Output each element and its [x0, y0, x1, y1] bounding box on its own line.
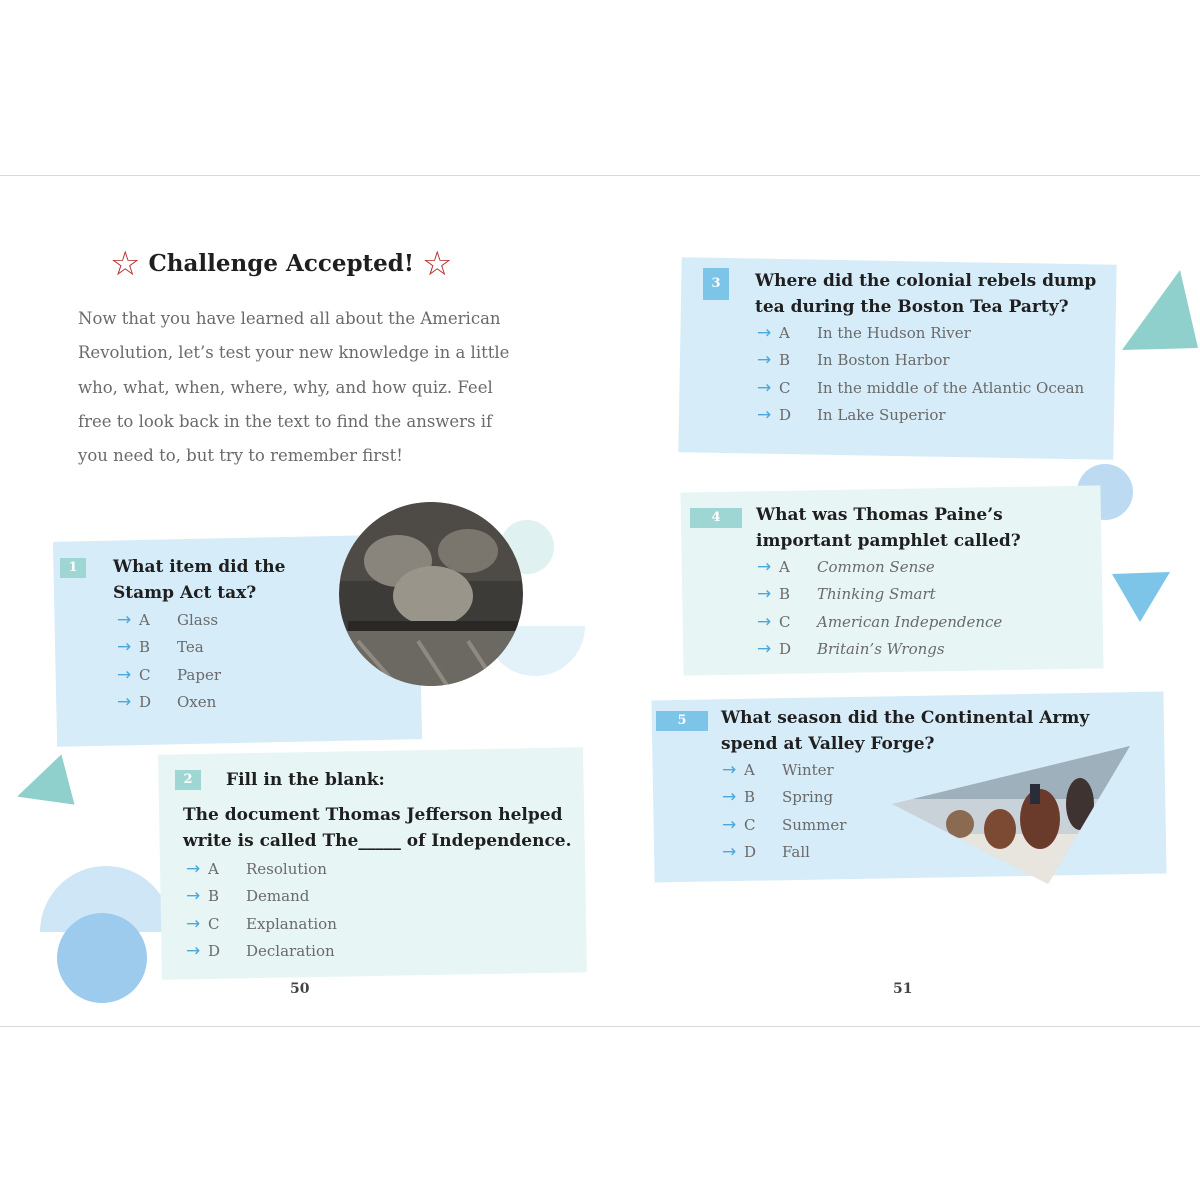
question-1-text: What item did the Stamp Act tax?	[113, 557, 286, 603]
arrow-right-icon: →	[757, 350, 772, 371]
question-4-number: 4	[690, 508, 742, 528]
option-b[interactable]: → B Spring	[722, 784, 846, 811]
arrow-right-icon: →	[186, 913, 201, 934]
option-c[interactable]: → C Summer	[722, 812, 846, 839]
option-b[interactable]: → B Tea	[117, 634, 221, 661]
question-2-options	[186, 856, 337, 965]
arrow-right-icon: →	[117, 664, 132, 685]
tea-party-engraving-image	[338, 501, 524, 687]
star-outline-icon: ☆	[422, 244, 453, 284]
option-d[interactable]: → D Oxen	[117, 689, 221, 716]
book-spread	[0, 175, 1200, 1027]
question-2-number: 2	[175, 770, 201, 790]
title-text: Challenge Accepted!	[148, 250, 414, 277]
question-4-text: What was Thomas Paine’s important pamphlet called?	[756, 505, 1021, 551]
question-5-number: 5	[656, 711, 708, 731]
question-3-options	[757, 320, 1084, 429]
arrow-right-icon: →	[757, 377, 772, 398]
option-c[interactable]: → C Explanation	[186, 911, 337, 938]
option-d[interactable]: → D Britain’s Wrongs	[757, 636, 1002, 663]
option-c[interactable]: → C American Independence	[757, 609, 1002, 636]
question-5-options	[722, 757, 846, 866]
option-c[interactable]: → C In the middle of the Atlantic Ocean	[757, 375, 1084, 402]
question-2-lead: Fill in the blank:	[226, 770, 385, 790]
arrow-right-icon: →	[722, 841, 737, 862]
option-b[interactable]: → B In Boston Harbor	[757, 347, 1084, 374]
question-1-number: 1	[60, 558, 86, 578]
question-3-number: 3	[703, 268, 729, 300]
arrow-right-icon: →	[722, 787, 737, 808]
option-d[interactable]: → D Declaration	[186, 938, 337, 965]
intro-paragraph: Now that you have learned all about the American Revolution, let’s test your new knowledge in a little who, what, when, where, why, and how quiz. Feel free to look back in the text to find the answers if you need to, but try to remember first!	[78, 309, 510, 466]
page-number-right: 51	[893, 981, 913, 997]
arrow-right-icon: →	[186, 859, 201, 879]
option-a[interactable]: → A Glass	[117, 607, 221, 634]
arrow-right-icon: →	[186, 886, 201, 907]
option-a[interactable]: → A Common Sense	[757, 554, 1002, 581]
option-d[interactable]: → D Fall	[722, 839, 846, 866]
arrow-right-icon: →	[186, 940, 201, 961]
arrow-right-icon: →	[757, 323, 772, 343]
decorative-triangle-blue-right	[1110, 570, 1174, 626]
arrow-right-icon: →	[757, 557, 772, 577]
arrow-right-icon: →	[757, 404, 772, 425]
question-2-text: The document Thomas Jefferson helped write is called The_____ of Independence.	[183, 805, 572, 851]
option-a[interactable]: → A In the Hudson River	[757, 320, 1084, 347]
question-1-options	[117, 607, 221, 716]
option-d[interactable]: → D In Lake Superior	[757, 402, 1084, 429]
arrow-right-icon: →	[757, 638, 772, 659]
valley-forge-painting-image	[890, 744, 1132, 886]
page-title	[110, 244, 490, 284]
page-number-left: 50	[290, 981, 310, 997]
question-5-text: What season did the Continental Army spend at Valley Forge?	[721, 708, 1090, 754]
decorative-triangle-teal-right	[1118, 268, 1200, 354]
option-c[interactable]: → C Paper	[117, 662, 221, 689]
option-b[interactable]: → B Thinking Smart	[757, 581, 1002, 608]
arrow-right-icon: →	[117, 691, 132, 712]
arrow-right-icon: →	[757, 584, 772, 605]
arrow-right-icon: →	[722, 814, 737, 835]
option-b[interactable]: → B Demand	[186, 883, 337, 910]
question-4-options	[757, 554, 1002, 663]
question-3-text: Where did the colonial rebels dump tea during the Boston Tea Party?	[755, 271, 1097, 317]
arrow-right-icon: →	[757, 611, 772, 632]
arrow-right-icon: →	[117, 610, 132, 630]
decorative-circle-blue	[57, 913, 147, 1003]
option-a[interactable]: → A Winter	[722, 757, 846, 784]
arrow-right-icon: →	[117, 637, 132, 658]
option-a[interactable]: → A Resolution	[186, 856, 337, 883]
arrow-right-icon: →	[722, 760, 737, 780]
decorative-triangle-teal-left	[18, 751, 82, 805]
star-outline-icon: ☆	[110, 244, 141, 284]
